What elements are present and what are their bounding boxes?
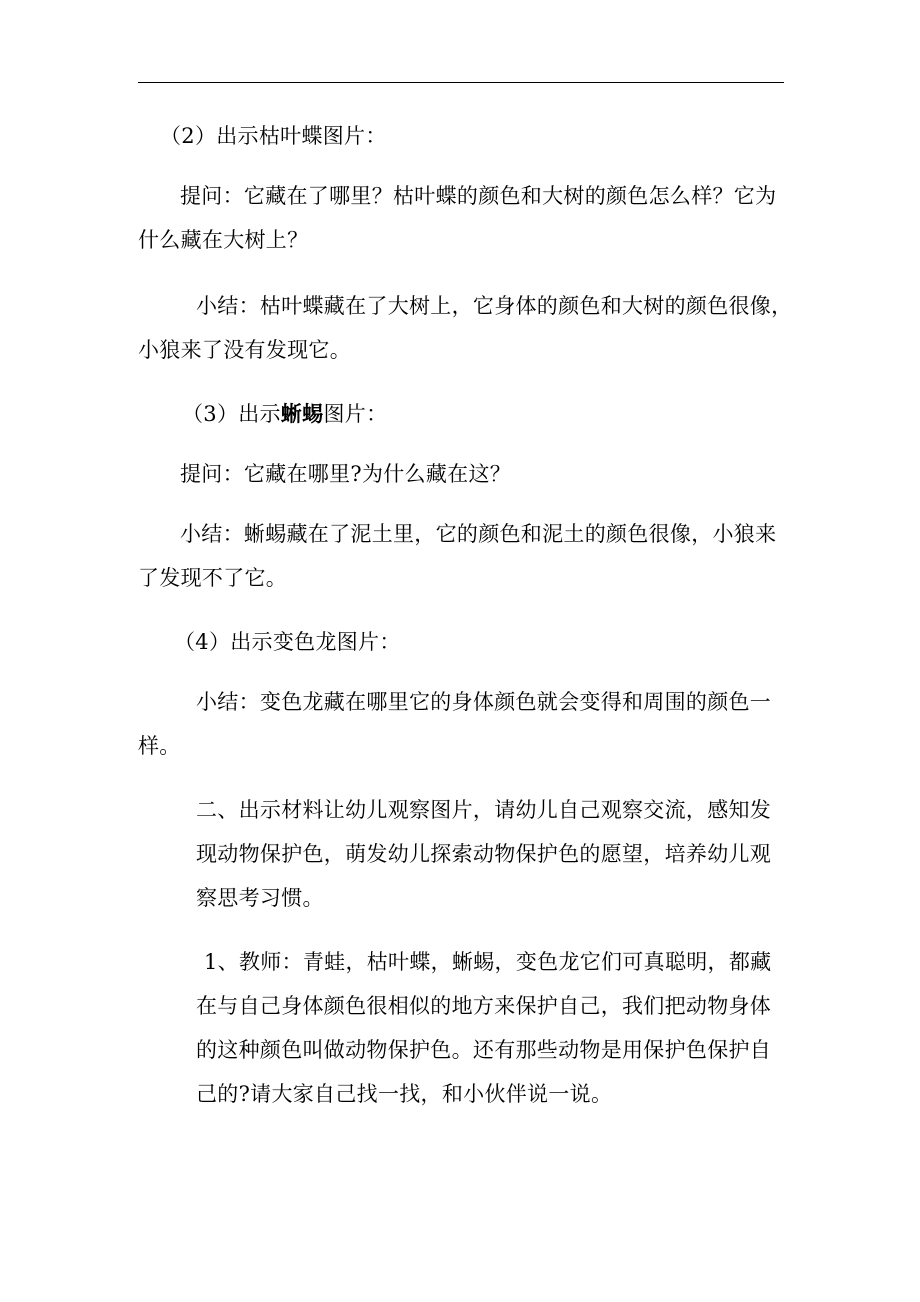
- paragraph-lizard-title: [182, 392, 387, 436]
- paragraph-lizard-question: [180, 452, 511, 496]
- text-line: （2）出示枯叶蝶图片：: [160, 124, 387, 148]
- text-line: 的这种颜色叫做动物保护色。还有那些动物是用保护色保护自: [196, 1038, 772, 1062]
- text-line: 1、教师：青蛙，枯叶蝶，蜥蜴，变色龙它们可真聪明，都藏: [204, 950, 772, 974]
- text-line: （4）出示变色龙图片：: [174, 630, 401, 654]
- text-line: 了发现不了它。: [138, 566, 288, 590]
- text-line: 小结：变色龙藏在哪里它的身体颜色就会变得和周围的颜色一: [196, 690, 772, 714]
- paragraph-lizard-summary: [138, 512, 776, 600]
- text-line: 察思考习惯。: [196, 886, 324, 910]
- paragraph-section-two: [196, 788, 771, 920]
- text-line: 现动物保护色，萌发幼儿探索动物保护色的愿望，培养幼儿观: [196, 842, 772, 866]
- text-line: 什么藏在大树上？: [138, 228, 309, 252]
- header-rule: [138, 82, 784, 83]
- paragraph-butterfly-summary: [138, 284, 792, 372]
- text-line: 在与自己身体颜色很相似的地方来保护自己，我们把动物身体: [196, 994, 772, 1018]
- lizard-term: 蜥蜴: [280, 402, 324, 426]
- text-line: 提问：它藏在了哪里？枯叶蝶的颜色和大树的颜色怎么样？它为: [180, 184, 777, 208]
- text-line: 小结：枯叶蝶藏在了大树上，它身体的颜色和大树的颜色很像，: [196, 294, 793, 318]
- text-line: [182, 392, 387, 436]
- text-line: 样。: [138, 734, 181, 758]
- paragraph-chameleon-title: [174, 620, 401, 664]
- title-prefix: （3）出示: [182, 402, 281, 426]
- title-suffix: 图片：: [323, 402, 388, 426]
- text-line: 己的?请大家自己找一找，和小伙伴说一说。: [196, 1082, 613, 1106]
- paragraph-butterfly-question: [138, 174, 776, 262]
- text-line: 小狼来了没有发现它。: [138, 338, 351, 362]
- text-line: 二、出示材料让幼儿观察图片，请幼儿自己观察交流，感知发: [196, 798, 772, 822]
- paragraph-butterfly-title: [160, 114, 387, 158]
- paragraph-chameleon-summary: [138, 680, 771, 768]
- paragraph-teacher: [196, 940, 771, 1116]
- text-line: 小结：蜥蜴藏在了泥土里，它的颜色和泥土的颜色很像，小狼来: [180, 522, 777, 546]
- text-line: 提问：它藏在哪里?为什么藏在这？: [180, 462, 512, 486]
